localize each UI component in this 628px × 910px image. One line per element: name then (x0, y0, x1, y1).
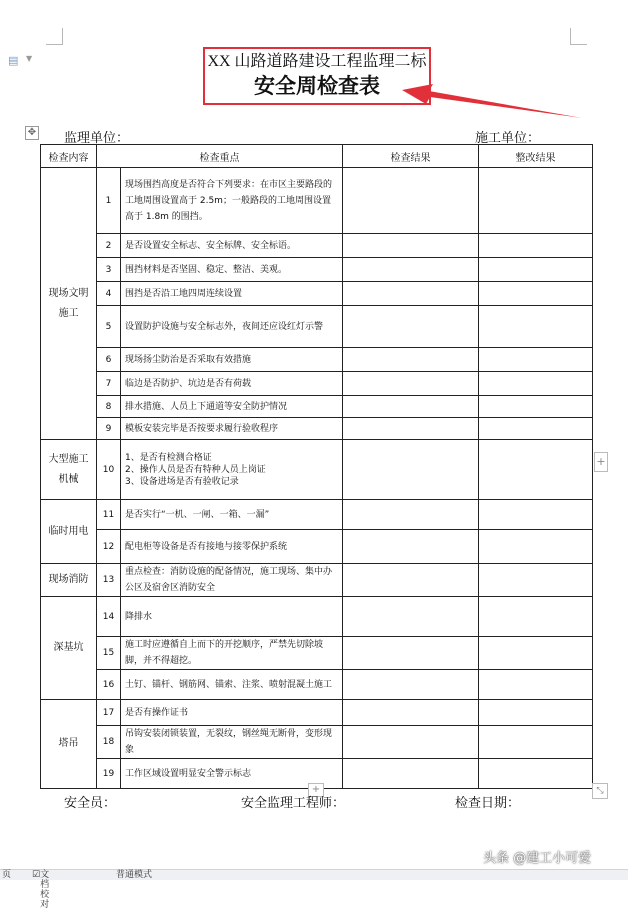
rectification-cell[interactable] (479, 500, 593, 530)
item-number: 18 (97, 726, 121, 759)
result-cell[interactable] (343, 396, 479, 418)
result-cell[interactable] (343, 500, 479, 530)
page-indicator: 页 (2, 870, 12, 880)
item-text: 施工时应遵循自上而下的开挖顺序，严禁先切除坡脚，并不得超挖。 (121, 637, 343, 670)
table-row (41, 372, 593, 396)
category-cell: 深基坑 (41, 597, 97, 700)
item-number: 6 (97, 348, 121, 372)
item-text: 围挡是否沿工地四周连续设置 (121, 282, 343, 306)
chevron-down-icon[interactable]: ▼ (26, 54, 33, 63)
result-cell[interactable] (343, 637, 479, 670)
rectification-cell[interactable] (479, 530, 593, 564)
table-row (41, 234, 593, 258)
rectification-cell[interactable] (479, 306, 593, 348)
rectification-cell[interactable] (479, 348, 593, 372)
table-row (41, 564, 593, 597)
item-number: 12 (97, 530, 121, 564)
table-row (41, 418, 593, 440)
result-cell[interactable] (343, 700, 479, 726)
item-text: 是否设置安全标志、安全标牌、安全标语。 (121, 234, 343, 258)
item-number: 9 (97, 418, 121, 440)
result-cell[interactable] (343, 597, 479, 637)
table-row (41, 597, 593, 637)
item-number: 13 (97, 564, 121, 597)
item-text: 模板安装完毕是否按要求履行验收程序 (121, 418, 343, 440)
category-cell: 临时用电 (41, 500, 97, 564)
result-cell[interactable] (343, 564, 479, 597)
result-cell[interactable] (343, 306, 479, 348)
item-text: 工作区域设置明显安全警示标志 (121, 759, 343, 789)
inspection-date-label: 检查日期： (455, 796, 521, 811)
item-number: 5 (97, 306, 121, 348)
result-cell[interactable] (343, 670, 479, 700)
item-number: 11 (97, 500, 121, 530)
document-icon[interactable]: ▤ (8, 54, 19, 67)
rectification-cell[interactable] (479, 396, 593, 418)
result-cell[interactable] (343, 348, 479, 372)
category-cell: 大型施工机械 (41, 440, 97, 500)
result-cell[interactable] (343, 440, 479, 500)
item-number: 2 (97, 234, 121, 258)
result-cell[interactable] (343, 726, 479, 759)
item-text: 吊钩安装闭锁装置，无裂纹，钢丝绳无断骨，变形现象 (121, 726, 343, 759)
table-row (41, 670, 593, 700)
table-move-handle[interactable]: ✥ (25, 126, 39, 140)
table-row (41, 168, 593, 234)
item-number: 7 (97, 372, 121, 396)
inspection-table (40, 144, 593, 789)
rectification-cell[interactable] (479, 440, 593, 500)
item-number: 19 (97, 759, 121, 789)
item-text: 现场扬尘防治是否采取有效措施 (121, 348, 343, 372)
construction-unit-label: 施工单位： (475, 131, 541, 146)
result-cell[interactable] (343, 530, 479, 564)
rectification-cell[interactable] (479, 564, 593, 597)
item-text: 是否实行“一机、一闸、一箱、一漏” (121, 500, 343, 530)
add-row-button[interactable]: + (308, 783, 324, 797)
form-title: 安全周检查表 (254, 74, 380, 98)
item-number: 3 (97, 258, 121, 282)
item-text: 1、是否有检测合格证 2、操作人员是否有特种人员上岗证 3、设备进场是否有验收记录 (121, 440, 343, 500)
table-row (41, 282, 593, 306)
mode-button[interactable]: 普通模式 (116, 870, 153, 880)
item-text: 降排水 (121, 597, 343, 637)
proofread-label: 文档校对 (40, 870, 50, 910)
table-row (41, 637, 593, 670)
rectification-cell[interactable] (479, 700, 593, 726)
item-number: 10 (97, 440, 121, 500)
item-number: 4 (97, 282, 121, 306)
column-header: 整改结果 (479, 145, 593, 168)
item-text: 是否有操作证书 (121, 700, 343, 726)
watermark: 头条 @建工小可爱 (483, 851, 592, 866)
rectification-cell[interactable] (479, 759, 593, 789)
table-resize-handle[interactable]: ⤡ (592, 783, 608, 799)
safety-engineer-label: 安全监理工程师： (241, 796, 346, 811)
item-number: 8 (97, 396, 121, 418)
rectification-cell[interactable] (479, 597, 593, 637)
table-row (41, 396, 593, 418)
column-header: 检查重点 (97, 145, 343, 168)
category-cell: 现场文明施工 (41, 168, 97, 440)
status-bar (0, 869, 628, 910)
result-cell[interactable] (343, 759, 479, 789)
table-header-row (41, 145, 593, 168)
table-row (41, 726, 593, 759)
proofread-button[interactable]: ☑ 文档校对 (32, 870, 50, 910)
table-row (41, 258, 593, 282)
table-row (41, 530, 593, 564)
item-text: 设置防护设施与安全标志外，夜间还应设红灯示警 (121, 306, 343, 348)
rectification-cell[interactable] (479, 670, 593, 700)
item-text: 围挡材料是否坚固、稳定、整洁、美观。 (121, 258, 343, 282)
item-number: 17 (97, 700, 121, 726)
item-text: 临边是否防护、坑边是否有荷载 (121, 372, 343, 396)
item-number: 1 (97, 168, 121, 234)
result-cell[interactable] (343, 258, 479, 282)
item-text: 排水措施、人员上下通道等安全防护情况 (121, 396, 343, 418)
add-column-button[interactable]: + (594, 452, 608, 472)
result-cell[interactable] (343, 234, 479, 258)
rectification-cell[interactable] (479, 372, 593, 396)
rectification-cell[interactable] (479, 282, 593, 306)
item-text: 重点检查：消防设施的配备情况，施工现场、集中办公区及宿舍区消防安全 (121, 564, 343, 597)
item-text: 土钉、锚杆、钢筋网、锚索、注浆、喷射混凝土施工 (121, 670, 343, 700)
table-row (41, 700, 593, 726)
safety-officer-label: 安全员： (64, 796, 117, 811)
table-row (41, 440, 593, 500)
item-text: 配电柜等设备是否有接地与接零保护系统 (121, 530, 343, 564)
category-cell: 现场消防 (41, 564, 97, 597)
table-row (41, 348, 593, 372)
rectification-cell[interactable] (479, 258, 593, 282)
item-number: 15 (97, 637, 121, 670)
rectification-cell[interactable] (479, 168, 593, 234)
category-cell: 塔吊 (41, 700, 97, 789)
result-cell[interactable] (343, 418, 479, 440)
project-title: XX 山路道路建设工程监理二标 (207, 53, 427, 70)
item-number: 14 (97, 597, 121, 637)
rectification-cell[interactable] (479, 637, 593, 670)
rectification-cell[interactable] (479, 234, 593, 258)
rectification-cell[interactable] (479, 418, 593, 440)
result-cell[interactable] (343, 282, 479, 306)
table-row (41, 306, 593, 348)
result-cell[interactable] (343, 372, 479, 396)
item-number: 16 (97, 670, 121, 700)
column-header: 检查内容 (41, 145, 97, 168)
table-row (41, 500, 593, 530)
result-cell[interactable] (343, 168, 479, 234)
column-header: 检查结果 (343, 145, 479, 168)
rectification-cell[interactable] (479, 726, 593, 759)
supervision-unit-label: 监理单位： (64, 131, 130, 146)
item-text: 现场围挡高度是否符合下列要求：在市区主要路段的工地周围设置高于 2.5m；一般路段的工地周围设置高于 1.8m 的围挡。 (121, 168, 343, 234)
